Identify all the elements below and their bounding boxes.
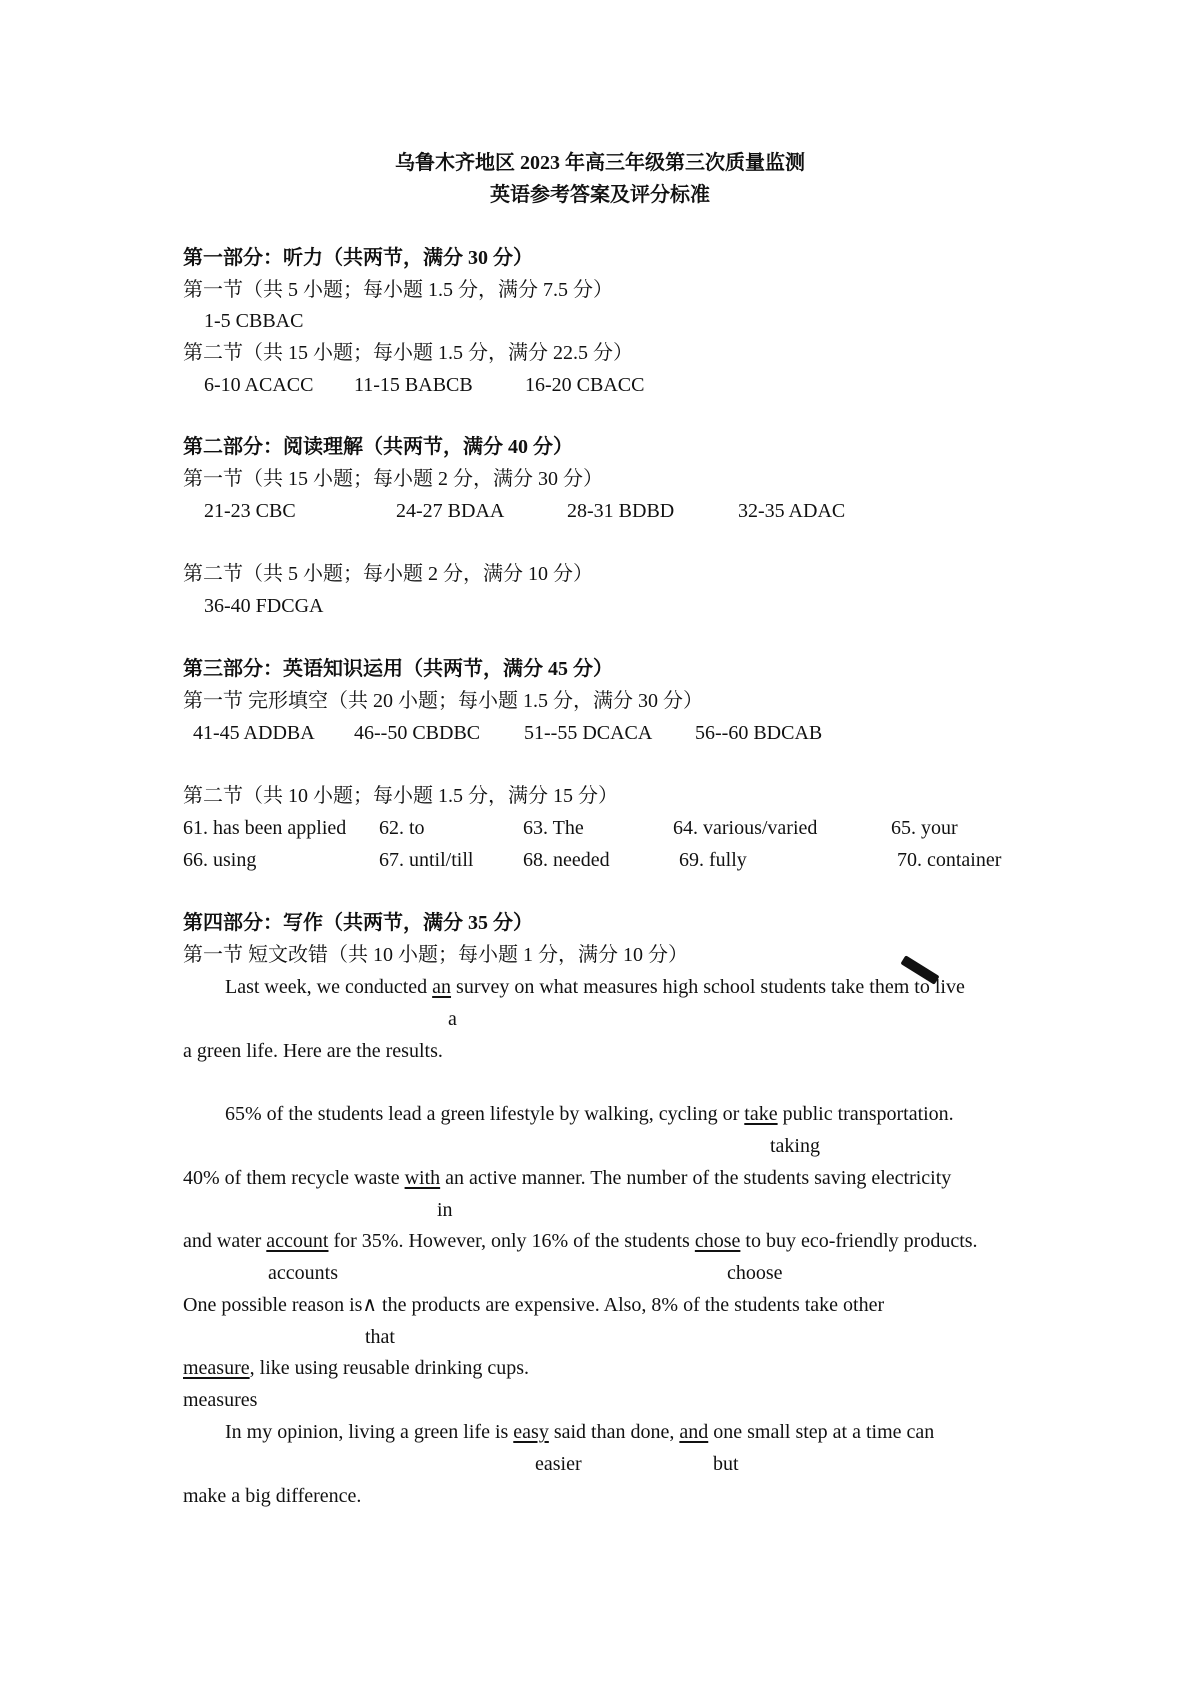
error-word: and: [679, 1421, 709, 1443]
part4-sec1-heading: 第一节 短文改错（共 10 小题；每小题 1 分，满分 10 分）: [183, 944, 688, 966]
answer-item: 65. your: [891, 817, 958, 839]
answer-item: 63. The: [523, 817, 584, 839]
error-word: an: [432, 976, 452, 998]
passage-line: 40% of them recycle waste with an active manner. The number of the students saving electricity: [183, 1167, 952, 1189]
answer-group: 41-45 ADDBA: [193, 722, 315, 744]
answer-group: 21-23 CBC: [204, 500, 296, 522]
answer-group: 32-35 ADAC: [738, 500, 846, 522]
answer-group: 51--55 DCACA: [524, 722, 653, 744]
part2-heading: 第二部分：阅读理解（共两节，满分 40 分）: [183, 436, 573, 458]
answer-item: 70. container: [897, 849, 1002, 871]
correction: taking: [770, 1135, 820, 1157]
part3-sec1-heading: 第一节 完形填空（共 20 小题；每小题 1.5 分，满分 30 分）: [183, 690, 703, 712]
answer-group: 28-31 BDBD: [567, 500, 675, 522]
correction: that: [365, 1326, 395, 1348]
answer-group: 6-10 ACACC: [204, 374, 314, 396]
part2-sec1-heading: 第一节（共 15 小题；每小题 2 分，满分 30 分）: [183, 468, 603, 490]
passage-line: make a big difference.: [183, 1485, 362, 1507]
answer-item: 62. to: [379, 817, 425, 839]
answer-item: 69. fully: [679, 849, 747, 871]
correction: a: [448, 1008, 457, 1030]
part4-heading: 第四部分：写作（共两节，满分 35 分）: [183, 912, 533, 934]
passage-line: 65% of the students lead a green lifestyle by walking, cycling or take public transportation.: [225, 1103, 954, 1125]
correction: in: [437, 1199, 453, 1221]
error-word: account: [266, 1230, 329, 1252]
correction: but: [713, 1453, 739, 1475]
error-word: take: [744, 1103, 778, 1125]
answer-item: 67. until/till: [379, 849, 474, 871]
passage-line: One possible reason is∧ the products are expensive. Also, 8% of the students take other: [183, 1294, 885, 1316]
correction: choose: [727, 1262, 783, 1284]
part1-sec2-heading: 第二节（共 15 小题；每小题 1.5 分，满分 22.5 分）: [183, 342, 633, 364]
passage-line: a green life. Here are the results.: [183, 1040, 443, 1062]
answer-group: 1-5 CBBAC: [204, 310, 304, 332]
passage-line: and water account for 35%. However, only 16% of the students chose to buy eco-friendly products.: [183, 1230, 978, 1252]
part3-heading: 第三部分：英语知识运用（共两节，满分 45 分）: [183, 658, 613, 680]
error-word: measure: [183, 1357, 250, 1379]
part1-sec1-heading: 第一节（共 5 小题；每小题 1.5 分，满分 7.5 分）: [183, 279, 613, 301]
answer-group: 46--50 CBDBC: [354, 722, 481, 744]
part3-sec2-heading: 第二节（共 10 小题；每小题 1.5 分，满分 15 分）: [183, 785, 618, 807]
passage-line: In my opinion, living a green life is easy said than done, and one small step at a time can: [225, 1421, 935, 1443]
correction: measures: [183, 1389, 258, 1411]
answer-item: 64. various/varied: [673, 817, 818, 839]
error-word: easy: [513, 1421, 549, 1443]
answer-item: 61. has been applied: [183, 817, 347, 839]
passage-line: measure, like using reusable drinking cups.: [183, 1357, 530, 1379]
answer-group: 36-40 FDCGA: [204, 595, 324, 617]
page-title: 乌鲁木齐地区 2023 年高三年级第三次质量监测: [395, 152, 805, 174]
error-word: chose: [694, 1230, 741, 1252]
answer-group: 56--60 BDCAB: [695, 722, 823, 744]
correction: easier: [535, 1453, 582, 1475]
answer-group: 24-27 BDAA: [396, 500, 505, 522]
part1-heading: 第一部分：听力（共两节，满分 30 分）: [183, 247, 533, 269]
passage-line: Last week, we conducted an survey on what measures high school students take them to live: [225, 976, 965, 998]
deleted-word: them: [869, 976, 910, 998]
error-word: with: [404, 1167, 441, 1189]
answer-group: 11-15 BABCB: [354, 374, 473, 396]
correction: accounts: [268, 1262, 338, 1284]
answer-group: 16-20 CBACC: [525, 374, 645, 396]
answer-item: 66. using: [183, 849, 257, 871]
answer-item: 68. needed: [523, 849, 610, 871]
part2-sec2-heading: 第二节（共 5 小题；每小题 2 分，满分 10 分）: [183, 563, 593, 585]
page-subtitle: 英语参考答案及评分标准: [490, 184, 710, 206]
